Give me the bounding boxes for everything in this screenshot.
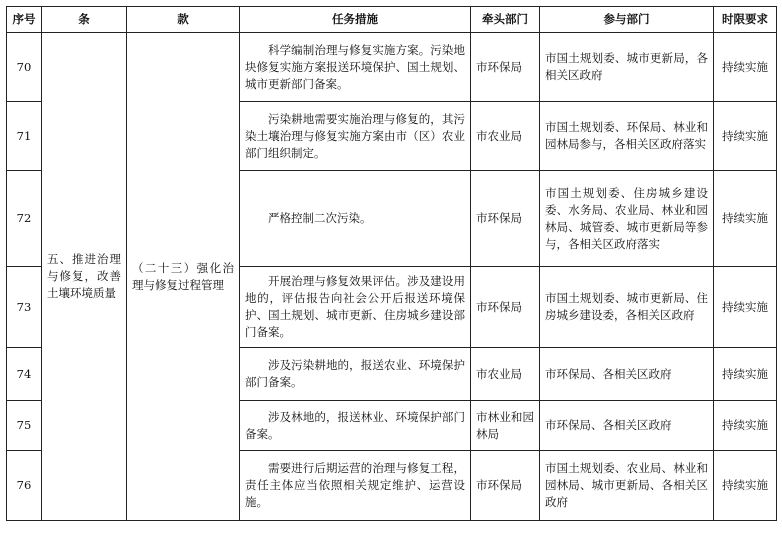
measure-cell: 需要进行后期运营的治理与修复工程，责任主体应当依照相关规定维护、运营设施。 (240, 451, 471, 521)
row-number: 75 (7, 401, 42, 451)
measure-cell: 严格控制二次污染。 (240, 171, 471, 267)
lead-dept-cell: 市环保局 (471, 33, 540, 102)
lead-dept-cell: 市环保局 (471, 267, 540, 348)
row-number: 76 (7, 451, 42, 521)
lead-dept-cell: 市农业局 (471, 348, 540, 401)
deadline-cell: 持续实施 (714, 33, 777, 102)
table-row (7, 33, 777, 102)
lead-dept-cell: 市林业和园林局 (471, 401, 540, 451)
lead-dept-cell: 市环保局 (471, 171, 540, 267)
task-table (6, 6, 777, 521)
row-number: 73 (7, 267, 42, 348)
header-seq: 序号 (7, 7, 42, 33)
header-measure: 任务措施 (240, 7, 471, 33)
header-lead-dept: 牵头部门 (471, 7, 540, 33)
measure-cell: 涉及污染耕地的，报送农业、环境保护部门备案。 (240, 348, 471, 401)
measure-cell: 开展治理与修复效果评估。涉及建设用地的，评估报告向社会公开后报送环境保护、国土规划、城市更新、住房城乡建设部门备案。 (240, 267, 471, 348)
deadline-cell: 持续实施 (714, 102, 777, 171)
partner-dept-cell: 市国土规划委、城市更新局，各相关区政府 (540, 33, 714, 102)
partner-dept-cell: 市国土规划委、城市更新局、住房城乡建设委，各相关区政府 (540, 267, 714, 348)
lead-dept-cell: 市农业局 (471, 102, 540, 171)
header-partner-dept: 参与部门 (540, 7, 714, 33)
deadline-cell: 持续实施 (714, 348, 777, 401)
deadline-cell: 持续实施 (714, 267, 777, 348)
header-row (7, 7, 777, 33)
row-number: 70 (7, 33, 42, 102)
lead-dept-cell: 市环保局 (471, 451, 540, 521)
row-number: 71 (7, 102, 42, 171)
partner-dept-cell: 市环保局、各相关区政府 (540, 401, 714, 451)
header-tiao: 条 (42, 7, 127, 33)
row-number: 74 (7, 348, 42, 401)
deadline-cell: 持续实施 (714, 171, 777, 267)
header-deadline: 时限要求 (714, 7, 777, 33)
header-kuan: 款 (127, 7, 240, 33)
measure-cell: 科学编制治理与修复实施方案。污染地块修复实施方案报送环境保护、国土规划、城市更新部门备案。 (240, 33, 471, 102)
partner-dept-cell: 市环保局、各相关区政府 (540, 348, 714, 401)
partner-dept-cell: 市国土规划委、环保局、林业和园林局参与，各相关区政府落实 (540, 102, 714, 171)
deadline-cell: 持续实施 (714, 401, 777, 451)
tiao-cell: 五、推进治理与修复，改善土壤环境质量 (42, 33, 127, 521)
measure-cell: 污染耕地需要实施治理与修复的，其污染土壤治理与修复实施方案由市（区）农业部门组织制定。 (240, 102, 471, 171)
measure-cell: 涉及林地的，报送林业、环境保护部门备案。 (240, 401, 471, 451)
kuan-cell: （二十三）强化治理与修复过程管理 (127, 33, 240, 521)
deadline-cell: 持续实施 (714, 451, 777, 521)
row-number: 72 (7, 171, 42, 267)
partner-dept-cell: 市国土规划委、农业局、林业和园林局、城市更新局、各相关区政府 (540, 451, 714, 521)
partner-dept-cell: 市国土规划委、住房城乡建设委、水务局、农业局、林业和园林局、城管委、城市更新局等参与，各相关区政府落实 (540, 171, 714, 267)
